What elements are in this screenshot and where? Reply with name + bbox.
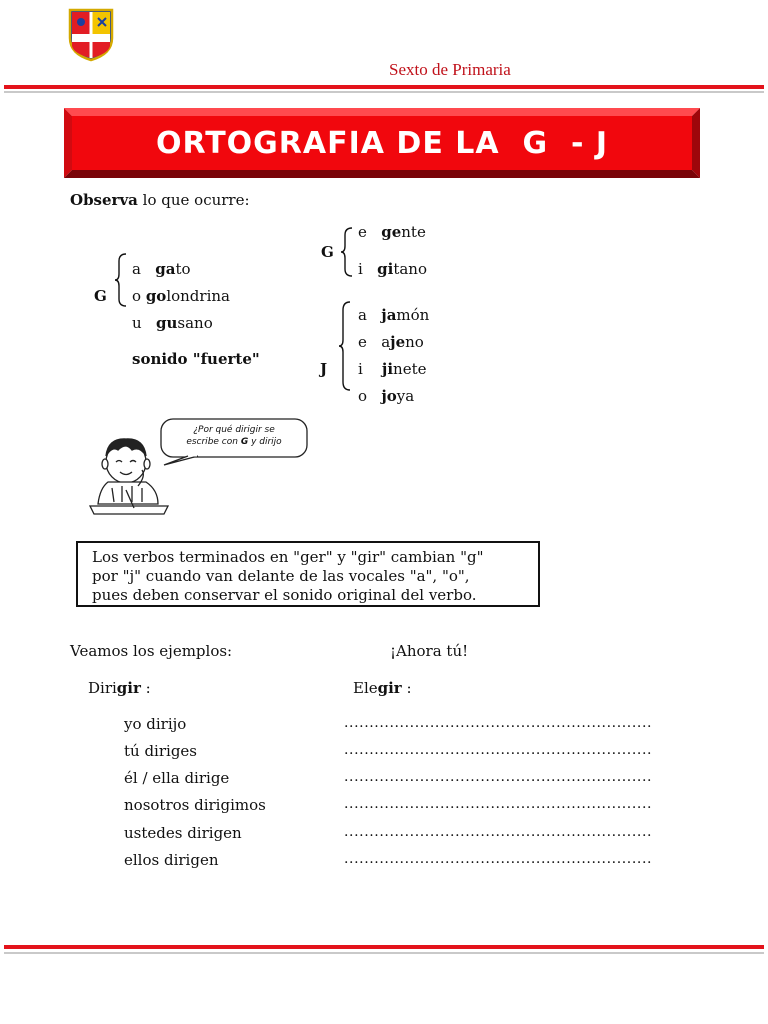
g-soft-brace [340,226,354,278]
page-title: ORTOGRAFIA DE LA G - J [155,125,609,161]
intro-text: lo que ocurre: [137,191,250,209]
j-row: i jinete [358,360,427,378]
verb-dirigir: Dirigir : [88,679,151,697]
intro-line [70,191,250,209]
rule-line: Los verbos terminados en "ger" y "gir" cambian "g" [92,548,484,566]
answer-blank[interactable]: ............................................................. [344,769,653,785]
j-row: a jamón [358,306,430,324]
header-divider-shadow [4,91,764,93]
g-strong-row: u gusano [132,314,213,332]
footer-divider [4,945,764,949]
g-strong-letter: G [94,287,107,305]
g-soft-letter: G [321,243,334,261]
verb-elegir: Elegir : [353,679,412,697]
header-divider [4,85,764,89]
footer-divider-shadow [4,952,764,954]
grade-subtitle: Sexto de Primaria [389,60,511,79]
j-letter: J [320,360,328,378]
rule-box [76,541,540,607]
j-brace [338,300,352,392]
speech-text: ¿Por qué dirigir se escribe con G y dirijo [186,425,282,447]
title-banner [64,108,700,178]
intro-bold: Observa [70,191,138,209]
conjugation-item: ustedes dirigen [124,824,242,842]
g-strong-row: o golondrina [132,287,230,305]
banner-face [72,116,692,170]
answer-blank[interactable]: ............................................................. [344,742,653,758]
answer-blank[interactable]: ............................................................. [344,715,653,731]
g-strong-brace [114,252,128,308]
conjugation-item: yo dirijo [124,715,187,733]
answer-blank[interactable]: ............................................................. [344,824,653,840]
practice-heading: ¡Ahora tú! [390,642,469,660]
school-crest-logo [68,8,114,62]
conjugation-item: ellos dirigen [124,851,219,869]
g-soft-row: e gente [358,223,426,241]
g-strong-row: a gato [132,260,191,278]
j-row: e ajeno [358,333,424,351]
conjugation-item: nosotros dirigimos [124,796,266,814]
answer-blank[interactable]: ............................................................. [344,851,653,867]
g-strong-note: sonido "fuerte" [132,350,260,368]
j-row: o joya [358,387,415,405]
rule-line: pues deben conservar el sonido original del verbo. [92,586,477,604]
conjugation-item: tú diriges [124,742,198,760]
conjugation-item: él / ella dirige [124,769,230,787]
g-soft-row: i gitano [358,260,427,278]
rule-line: por "j" cuando van delante de las vocales "a", "o", [92,567,470,585]
examples-heading: Veamos los ejemplos: [70,642,233,660]
answer-blank[interactable]: ............................................................. [344,796,653,812]
